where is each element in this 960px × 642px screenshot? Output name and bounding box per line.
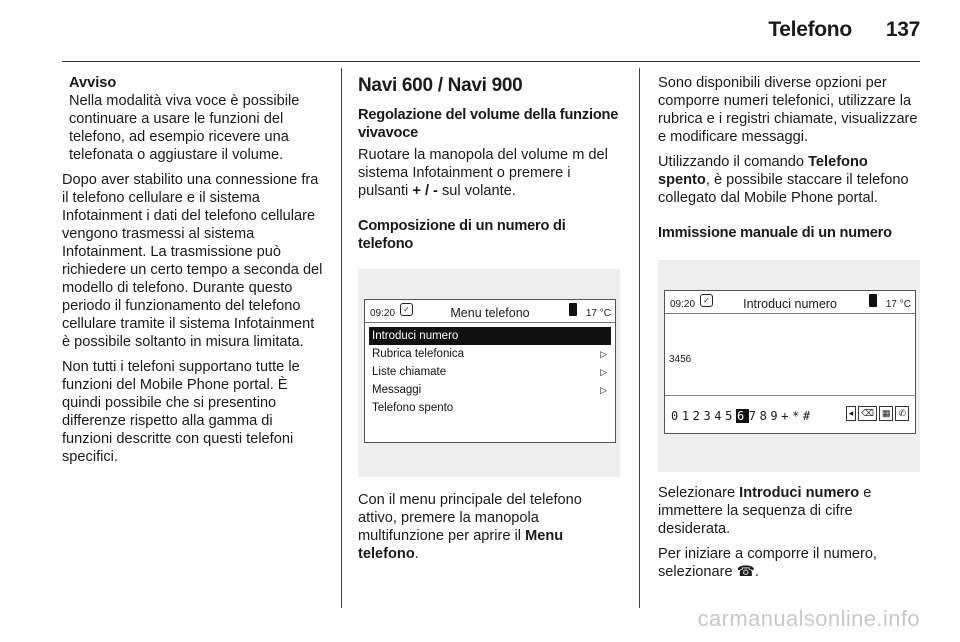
figure-menu-telefono <box>358 269 620 477</box>
paragraph-connection: Dopo aver stabilito una connessione fra il telefono cellulare e il sistema Infotainment i dati del telefono cellulare vengono trasmessi al sistema Infotainment. La trasmissione può richiedere un certo tempo a seconda del modello di telefono. Durante questo periodo il funzionamento del telefono cellulare tramite il sistema Infotainment è possibile soltanto in misura limitata. <box>62 172 323 350</box>
paragraph-open-menu: Con il menu principale del telefono attivo, premere la manopola multifunzione per aprire il Menu telefono. <box>358 492 582 562</box>
note-title: Avviso <box>69 75 117 91</box>
paragraph-support: Non tutti i telefoni supportano tutte le funzioni del Mobile Phone portal. È quindi possibile che si presentino differenze rispetto alla gamma di funzioni descritte con questi telefoni specifici. <box>62 359 300 465</box>
column-divider-right <box>639 68 640 608</box>
header-rule <box>62 61 920 62</box>
screen-title: Introduci numero <box>743 297 837 311</box>
paragraph-volume <box>358 146 622 200</box>
subheading-manual-entry: Immissione manuale di un numero <box>658 225 892 241</box>
paragraph-select-number: Selezionare Introduci numero e immettere la sequenza di cifre desiderata. <box>658 485 872 537</box>
call-icon: ☎ <box>736 564 755 580</box>
subheading-dial: Composizione di un numero di telefono <box>358 218 566 252</box>
note-box <box>62 74 324 164</box>
volume-text-c: sul volante. <box>441 183 516 199</box>
clock: 09:20 <box>370 308 396 319</box>
menu-item-introduci-numero[interactable]: Introduci numero <box>369 327 611 345</box>
column-3 <box>658 74 920 588</box>
column-divider-left <box>341 68 342 608</box>
digit-selected[interactable]: 6 <box>736 409 748 423</box>
backspace-icon[interactable]: ⌫ <box>858 406 877 421</box>
menu-item-telefono-spento[interactable]: Telefono spento <box>372 402 454 414</box>
chevron-right-icon: ▷ <box>600 349 607 359</box>
telefono-spento-label: Telefono spento <box>658 154 868 188</box>
phone-icon <box>569 303 577 316</box>
screen-menu-telefono <box>364 299 616 443</box>
figure-introduci-numero <box>658 260 920 472</box>
digit-selector[interactable]: 0123456789+*# <box>671 409 814 423</box>
check-icon: ✓ <box>700 294 713 307</box>
keypad-icon[interactable]: ▦ <box>879 406 894 421</box>
column-2 <box>358 74 622 570</box>
phone-menu <box>369 327 611 417</box>
clock: 09:20 <box>670 299 696 310</box>
check-icon: ✓ <box>400 303 413 316</box>
temperature: 17 °C <box>585 308 611 319</box>
entered-number: 3456 <box>669 354 692 365</box>
menu-item-liste-chiamate[interactable]: Liste chiamate ▷ <box>369 363 611 381</box>
section-heading: Navi 600 / Navi 900 <box>358 75 523 96</box>
header-title: Telefono <box>768 18 852 41</box>
screen-introduci-numero <box>664 290 916 434</box>
call-icon[interactable]: ✆ <box>895 406 909 421</box>
menu-item-rubrica[interactable]: Rubrica telefonica ▷ <box>369 345 611 363</box>
status-bar <box>365 300 615 323</box>
phone-icon <box>869 294 877 307</box>
keypad-row <box>665 395 915 434</box>
column-1 <box>62 74 324 473</box>
cursor-left-icon[interactable]: ◂ <box>846 406 857 421</box>
screen-title: Menu telefono <box>450 306 530 320</box>
watermark: carmanualsonline.info <box>697 606 920 631</box>
status-bar <box>665 291 915 314</box>
note-text: Nella modalità viva voce è possibile continuare a usare le funzioni del telefono, ad esempio ricevere una telefonata o aggiustare il volume. <box>69 93 300 163</box>
volume-text-b: del sistema Infotainment o premere i pulsanti <box>358 147 608 199</box>
page-number: 137 <box>885 18 920 41</box>
paragraph-options: Sono disponibili diverse opzioni per comporre numeri telefonici, utilizzare la rubrica e i registri chiamate, visualizzare e modificare messaggi. <box>658 75 918 145</box>
volume-text-a: Ruotare la manopola del volume <box>358 147 569 163</box>
introduci-numero-label: Introduci numero <box>739 485 860 501</box>
chevron-right-icon: ▷ <box>600 385 607 395</box>
menu-item-messaggi[interactable]: Messaggi ▷ <box>369 381 611 399</box>
page-header <box>768 18 920 42</box>
menu-telefono-label: Menu telefono <box>358 528 564 562</box>
paragraph-phone-off: Utilizzando il comando Telefono spento, è possibile staccare il telefono collegato dal Mobile Phone portal. <box>658 154 909 206</box>
power-icon: m <box>572 147 585 163</box>
temperature: 17 °C <box>885 299 911 310</box>
keypad-actions <box>846 406 909 421</box>
volume-buttons: + / - <box>412 183 438 199</box>
paragraph-dial: Per iniziare a comporre il numero, selezionare ☎. <box>658 546 877 580</box>
subheading-volume: Regolazione del volume della funzione vivavoce <box>358 107 619 141</box>
chevron-right-icon: ▷ <box>600 367 607 377</box>
